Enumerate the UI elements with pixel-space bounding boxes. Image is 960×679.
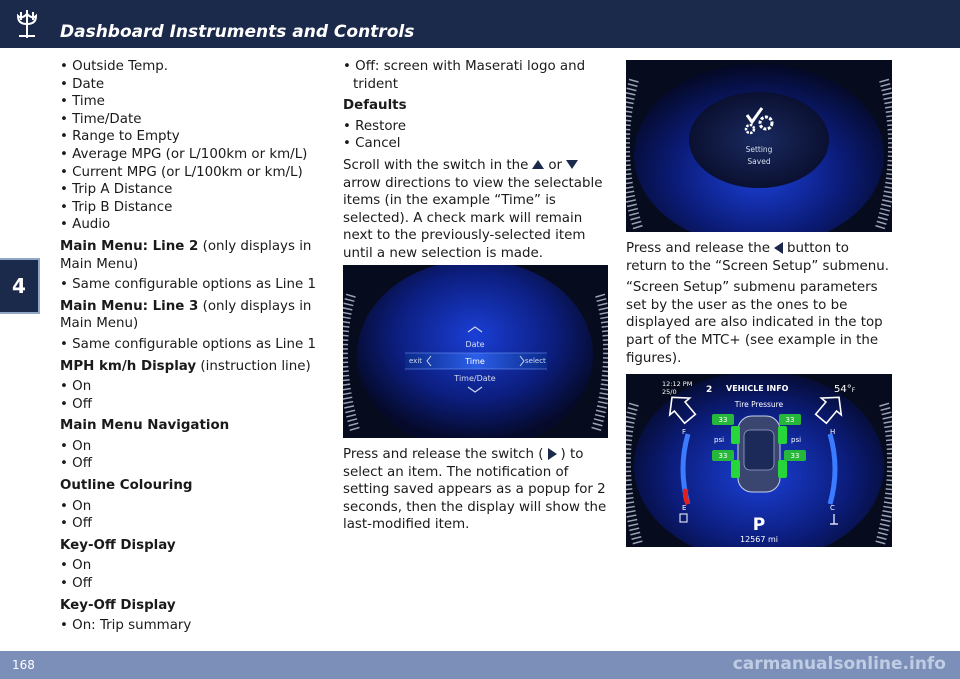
- menu-item-timedate: Time/Date: [454, 374, 496, 383]
- off-item: • Off: screen with Maserati logo and trident: [343, 59, 586, 92]
- mph-on: • On: [60, 379, 92, 395]
- mph-heading: MPH km/h Display (instruction line): [60, 358, 311, 374]
- option-item: • Current MPG (or L/100km or km/L): [60, 164, 303, 180]
- option-item: • Average MPG (or L/100km or km/L): [60, 146, 308, 162]
- clock-time: 12:12 PM: [662, 380, 693, 388]
- nav-off: • Off: [60, 456, 92, 472]
- arrow-down-icon: [566, 160, 578, 169]
- option-item: • Time/Date: [60, 111, 142, 127]
- gear-indicator: 2: [706, 385, 713, 395]
- tire-display: [626, 374, 892, 547]
- select-label: select: [525, 357, 546, 365]
- temp-hot-label: H: [830, 428, 836, 436]
- option-item: • Time: [60, 94, 105, 110]
- arrow-up-icon: [532, 160, 544, 169]
- menu-item-date: Date: [465, 340, 485, 349]
- tire-rr-value: 33: [790, 452, 800, 460]
- option-item: • Trip B Distance: [60, 199, 173, 215]
- vehicle-info-title: VEHICLE INFO: [726, 384, 789, 393]
- nav-on: • On: [60, 438, 92, 454]
- column-right: [626, 240, 892, 367]
- return-paragraph: Press and release the button to return to the “Screen Setup” submenu.: [626, 241, 890, 274]
- watermark: carmanualsonline.info: [732, 654, 946, 674]
- option-item: • Audio: [60, 217, 111, 233]
- odometer: 12567 mi: [739, 535, 779, 544]
- option-item: • Outside Temp.: [60, 59, 169, 74]
- keyoff-heading: Key-Off Display: [60, 537, 176, 553]
- keyoff-on: • On: [60, 558, 92, 574]
- line3-heading: Main Menu: Line 3 (only displays in Main Menu): [60, 298, 312, 332]
- psi-left: psi: [714, 436, 725, 444]
- menu-item-time: Time: [465, 357, 485, 366]
- keyoff2-on: • On: Trip summary: [60, 618, 192, 634]
- defaults-heading: Defaults: [343, 98, 407, 114]
- chapter-tab[interactable]: [0, 258, 40, 314]
- nav-heading: Main Menu Navigation: [60, 418, 230, 434]
- clock-date: 25/0: [662, 388, 677, 396]
- saved-line2: Saved: [747, 157, 771, 166]
- figure-tire-pressure: [626, 374, 892, 547]
- arrow-left-icon: [774, 242, 783, 254]
- restore-item: • Restore: [343, 118, 406, 134]
- figure-setting-saved: [626, 60, 892, 232]
- fuel-empty-label: E: [682, 504, 687, 512]
- option-list: [60, 58, 330, 234]
- option-item: • Range to Empty: [60, 129, 180, 145]
- outline-on: • On: [60, 498, 92, 514]
- column-left: [60, 58, 330, 635]
- arrow-right-icon: [548, 448, 557, 460]
- temp-cold-label: C: [830, 504, 835, 512]
- option-item: • Trip A Distance: [60, 182, 173, 198]
- page-footer: [0, 651, 960, 679]
- car-outline-icon: [731, 416, 787, 492]
- tire-fl-value: 33: [718, 416, 728, 424]
- submenu-paragraph: “Screen Setup” submenu parameters set by the user as the ones to be displayed are also indicated in the top part of the MTC+ (see example in the figures).: [626, 280, 883, 366]
- tire-pressure-title: Tire Pressure: [734, 400, 784, 409]
- scroll-paragraph: Scroll with the switch in the orarrow directions to view the selectable items (in the example “Time” is selected). A check mark will remain next to the previously-selected item until a new selection is made.: [343, 157, 603, 261]
- exit-label: exit: [409, 357, 423, 365]
- line2-heading: Main Menu: Line 2 (only displays in Main Menu): [60, 238, 312, 272]
- tire-fr-value: 33: [785, 416, 795, 424]
- figure-menu-selection: [343, 265, 608, 438]
- outline-heading: Outline Colouring: [60, 478, 193, 494]
- psi-right: psi: [791, 436, 802, 444]
- tire-rl-value: 33: [718, 452, 728, 460]
- outline-off: • Off: [60, 516, 92, 532]
- saved-line1: Setting: [745, 145, 773, 154]
- outside-temp: 54°F: [834, 384, 856, 395]
- option-item: • Date: [60, 76, 105, 92]
- press-paragraph: Press and release the switch ( ) to select an item. The notification of setting saved appears as a popup for 2 seconds, then the display will show the last-modified item.: [343, 447, 607, 533]
- gear-state: P: [752, 515, 766, 535]
- maserati-trident-icon: [10, 8, 44, 40]
- keyoff2-heading: Key-Off Display: [60, 597, 176, 613]
- menu-display: [343, 265, 608, 438]
- page-header: [0, 0, 960, 48]
- cancel-item: • Cancel: [343, 136, 401, 152]
- mph-off: • Off: [60, 396, 92, 412]
- column-middle: [343, 58, 608, 263]
- page-number: 168: [12, 658, 35, 672]
- section-title: Dashboard Instruments and Controls: [60, 22, 415, 42]
- line2-item: • Same configurable options as Line 1: [60, 277, 316, 293]
- fuel-full-label: F: [682, 428, 687, 436]
- line3-item: • Same configurable options as Line 1: [60, 336, 316, 352]
- saved-display: [626, 60, 892, 232]
- chapter-number: 4: [12, 274, 26, 298]
- keyoff-off: • Off: [60, 576, 92, 592]
